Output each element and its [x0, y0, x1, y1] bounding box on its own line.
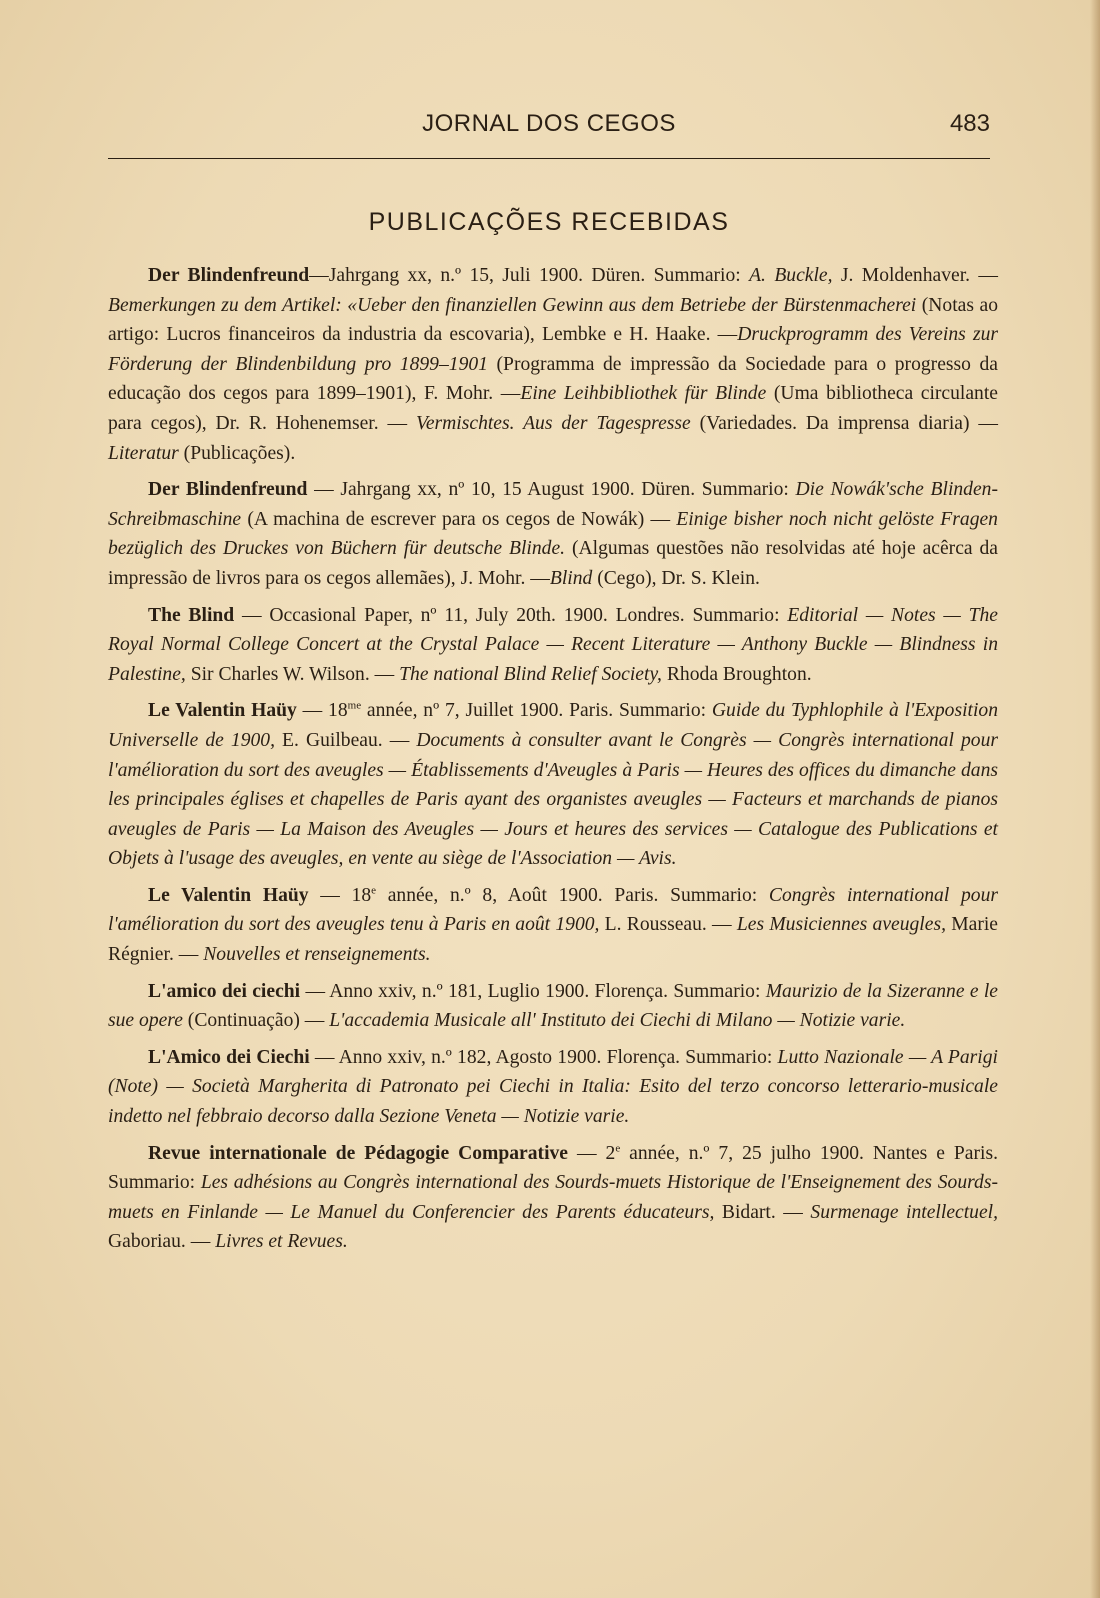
running-title: JORNAL DOS CEGOS: [422, 110, 676, 137]
superscript: e: [615, 1142, 621, 1155]
page-header: [108, 110, 990, 150]
entry-text: — Jahrgang xx, nº 10, 15 August 1900. Düren. Summario:: [307, 479, 796, 501]
publication-entry: [108, 1043, 998, 1132]
publication-entry: [108, 881, 998, 970]
entry-text: année, n.º 7, 25 julho 1900. Nantes e Paris. Summario:: [108, 1142, 998, 1194]
entry-text: — Occasional Paper, nº 11, July 20th. 1900. Londres. Summario:: [234, 604, 788, 626]
publication-name: Revue internationale de Pédagogie Comparative: [148, 1142, 569, 1164]
publication-entry: [108, 696, 998, 874]
publication-name: L'amico dei ciechi: [148, 980, 301, 1002]
italic-title: Documents à consulter avant le Congrès — Congrès international pour l'amélioration du sort des aveugles — Établissements d'Aveugles à Paris — Heures des offices du dimanche dans les principales églises et chapelles de Paris ayant des organistes aveugles — Facteurs et marchands de pianos aveugles de Paris — La Maison des Aveugles — Jours et heures des services — Catalogue des Publications et Objets à l'usage des aveugles, en vente au siège de l'Association — Avis.: [108, 729, 998, 870]
superscript: e: [371, 884, 377, 897]
entry-text: — Anno xxiv, n.º 182, Agosto 1900. Florença. Summario:: [309, 1046, 778, 1068]
entry-text: (Variedades. Da imprensa diaria) —: [690, 412, 998, 434]
entry-text: Bidart. —: [714, 1201, 811, 1223]
entry-text: Marie Régnier. —: [108, 914, 998, 966]
entry-text: — Anno xxiv, n.º 181, Luglio 1900. Florença. Summario:: [300, 980, 766, 1002]
page-number: 483: [949, 110, 990, 137]
publication-entry: [108, 601, 998, 690]
publication-name: The Blind: [148, 604, 235, 626]
publication-name: L'Amico dei Ciechi: [148, 1046, 310, 1068]
entry-text: — 18: [308, 884, 372, 906]
entry-text: (Publicações).: [178, 442, 296, 464]
italic-title: Les Musiciennes aveugles,: [736, 914, 946, 936]
entry-text: (Uma bibliotheca circulante para cegos), Dr. R. Hohenemser. —: [108, 383, 998, 434]
entry-text: année, n.º 8, Août 1900. Paris. Summario:: [376, 884, 769, 906]
italic-title: Editorial — Notes — The Royal Normal College Concert at the Crystal Palace — Recent Literature — Anthony Buckle — Blindness in Palestine,: [108, 604, 998, 685]
italic-title: Les adhésions au Congrès international des Sourds-muets Historique de l'Enseignement des Sourds-muets en Finlande — Le Manuel du Conferencier des Parents éducateurs,: [108, 1172, 998, 1223]
entry-text: (A machina de escrever para os cegos de Nowák) —: [241, 508, 677, 530]
publication-entry: [108, 977, 998, 1036]
entry-text: (Continuação) —: [182, 1010, 330, 1032]
italic-title: Bemerkungen zu dem Artikel: «Ueber den finanziellen Gewinn aus dem Betriebe der Bürstenmacherei: [108, 294, 917, 316]
entry-text: — 18: [296, 700, 348, 722]
italic-title: Lutto Nazionale — A Parigi (Note) — Società Margherita di Patronato pei Ciechi in Italia: Esito del terzo concorso letterario-musicale indetto nel febbraio decorso dalla Sezione Veneta — Notizie varie.: [108, 1046, 998, 1128]
section-title: PUBLICAÇÕES RECEBIDAS: [368, 208, 730, 236]
italic-title: A. Buckle,: [749, 265, 833, 286]
entry-text: (Cego), Dr. S. Klein.: [592, 567, 760, 589]
publication-entry: [108, 475, 998, 593]
entry-text: J. Moldenhaver. —: [832, 265, 999, 286]
publication-entry: [108, 261, 998, 468]
italic-title: Blind: [549, 567, 593, 589]
entry-text: L. Rousseau. —: [599, 914, 737, 936]
italic-title: Einige bisher noch nicht gelöste Fragen bezüglich des Druckes von Büchern für deutsche Blinde.: [108, 508, 998, 560]
italic-title: The national Blind Relief Society,: [399, 663, 662, 685]
entry-text: (Algumas questões não resolvidas até hoje acêrca da impressão de livros para os cegos allemães), J. Mohr. —: [108, 538, 999, 589]
entry-text: Rhoda Broughton.: [661, 663, 812, 685]
italic-title: Die Nowák'sche Blinden-Schreibmaschine: [108, 479, 998, 530]
publication-name: Der Blindenfreund: [148, 479, 308, 501]
entry-text: Gaboriau. —: [108, 1231, 216, 1253]
entry-text: E. Guilbeau. —: [275, 729, 417, 751]
publication-list: [108, 261, 998, 1257]
italic-title: Surmenage intellectuel,: [810, 1201, 998, 1223]
publication-name: Le Valentin Haüy: [148, 700, 297, 722]
header-rule: [108, 158, 990, 159]
publication-entry: [108, 1139, 998, 1257]
page-edge: [1090, 0, 1100, 1598]
italic-title: Druckprogramm des Vereins zur Förderung der Blindenbildung pro 1899–1901: [108, 324, 998, 375]
italic-title: L'accademia Musicale all' Instituto dei Ciechi di Milano — Notizie varie.: [329, 1010, 906, 1032]
entry-text: —Jahrgang xx, n.º 15, Juli 1900. Düren. Summario:: [309, 265, 750, 286]
italic-title: Literatur: [108, 442, 179, 464]
publication-name: Le Valentin Haüy: [148, 884, 309, 906]
entry-text: — 2: [568, 1142, 616, 1164]
superscript: me: [347, 699, 362, 712]
publication-name: Der Blindenfreund: [148, 265, 310, 286]
entry-text: (Programma de impressão da Sociedade para o progresso da educação dos cegos para 1899–1901), F. Mohr. —: [108, 353, 998, 405]
italic-title: Maurizio de la Sizeranne e le sue opere: [108, 980, 998, 1032]
italic-title: Nouvelles et renseignements.: [203, 944, 431, 966]
entry-text: année, nº 7, Juillet 1900. Paris. Summario:: [361, 700, 712, 722]
italic-title: Congrès international pour l'amélioration du sort des aveugles tenu à Paris en août 1900,: [108, 884, 998, 936]
entry-text: (Notas ao artigo: Lucros financeiros da industria da escovaria), Lembke e H. Haake. —: [108, 294, 998, 346]
entry-text: Sir Charles W. Wilson. —: [185, 663, 400, 685]
italic-title: Eine Leihbibliothek für Blinde: [520, 383, 767, 405]
italic-title: Vermischtes. Aus der Tagespresse: [416, 412, 691, 434]
italic-title: Livres et Revues.: [215, 1231, 348, 1253]
italic-title: Guide du Typhlophile à l'Exposition Universelle de 1900,: [108, 700, 999, 751]
